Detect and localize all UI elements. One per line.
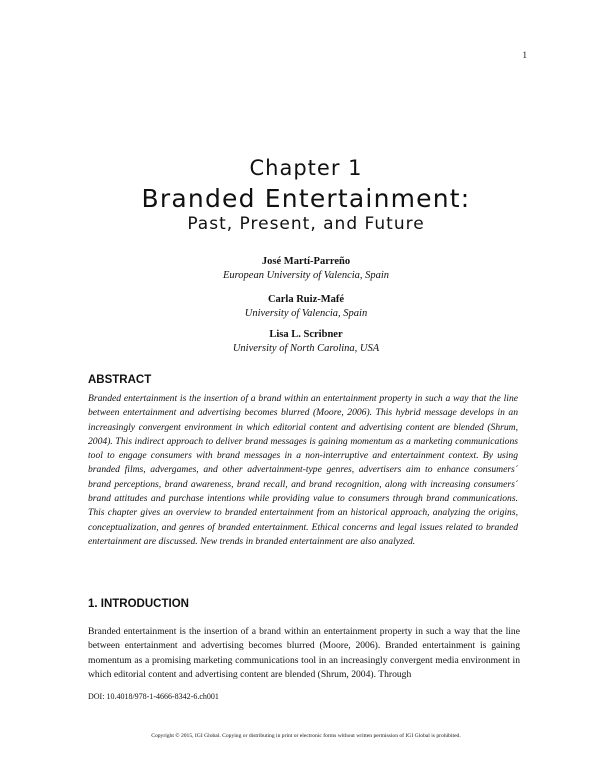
author-affiliation: University of Valencia, Spain	[244, 308, 368, 319]
page-number: 1	[522, 50, 527, 60]
author-block	[0, 328, 600, 356]
chapter-title: Branded Entertainment:	[141, 184, 471, 213]
introduction-heading: 1. INTRODUCTION	[88, 598, 189, 610]
abstract-heading: ABSTRACT	[88, 374, 152, 386]
author-affiliation: European University of Valencia, Spain	[222, 270, 390, 281]
abstract-text: Branded entertainment is the insertion of a brand within an entertainment property in such a way that the line between entertainment and advertising becomes blurred (Moore, 2006). This hybrid message develops in an increasingly convergent environment in which editorial content and advertising content are blended (Shrum, 2004). This indirect approach to deliver brand messages is gaining momentum as a marketing communications tool to engage consumers with brand messages in a non-interruptive and entertainment context. By using branded films, advergames, and other advertainment-type genres, advertisers aim to enhance consumers´ brand perceptions, brand awareness, brand recall, and brand recognition, along with increasing consumers´ brand attitudes and purchase intentions while providing value to consumers through brand communications. This chapter gives an overview to branded entertainment from an historical approach, analyzing the origins, conceptualization, and genres of branded entertainment. Ethical concerns and legal issues related to branded entertainment are discussed. New trends in branded entertainment are also analyzed.	[88, 393, 518, 547]
doi-footnote: DOI: 10.4018/978-1-4666-8342-6.ch001	[88, 692, 219, 701]
author-name: Lisa L. Scribner	[269, 329, 343, 340]
author-block	[0, 293, 600, 321]
chapter-label: Chapter 1	[249, 156, 363, 180]
copyright-notice: Copyright © 2015, IGI Global. Copying or distributing in print or electronic forms without written permission of IGI Global is prohibited.	[151, 733, 461, 739]
author-name: José Martí-Parreño	[261, 256, 351, 267]
introduction-text: Branded entertainment is the insertion of a brand within an entertainment property in such a way that the line between entertainment and advertising becomes blurred (Moore, 2006). Branded entertainment is gaining momentum as a promising marketing communications tool in an increasingly convergent media environment in which editorial content and advertising content are blended (Shrum, 2004). Through	[88, 626, 520, 680]
chapter-subtitle: Past, Present, and Future	[187, 214, 425, 234]
author-block	[0, 255, 600, 283]
author-name: Carla Ruiz-Mafé	[267, 294, 345, 305]
author-affiliation: University of North Carolina, USA	[232, 343, 380, 354]
